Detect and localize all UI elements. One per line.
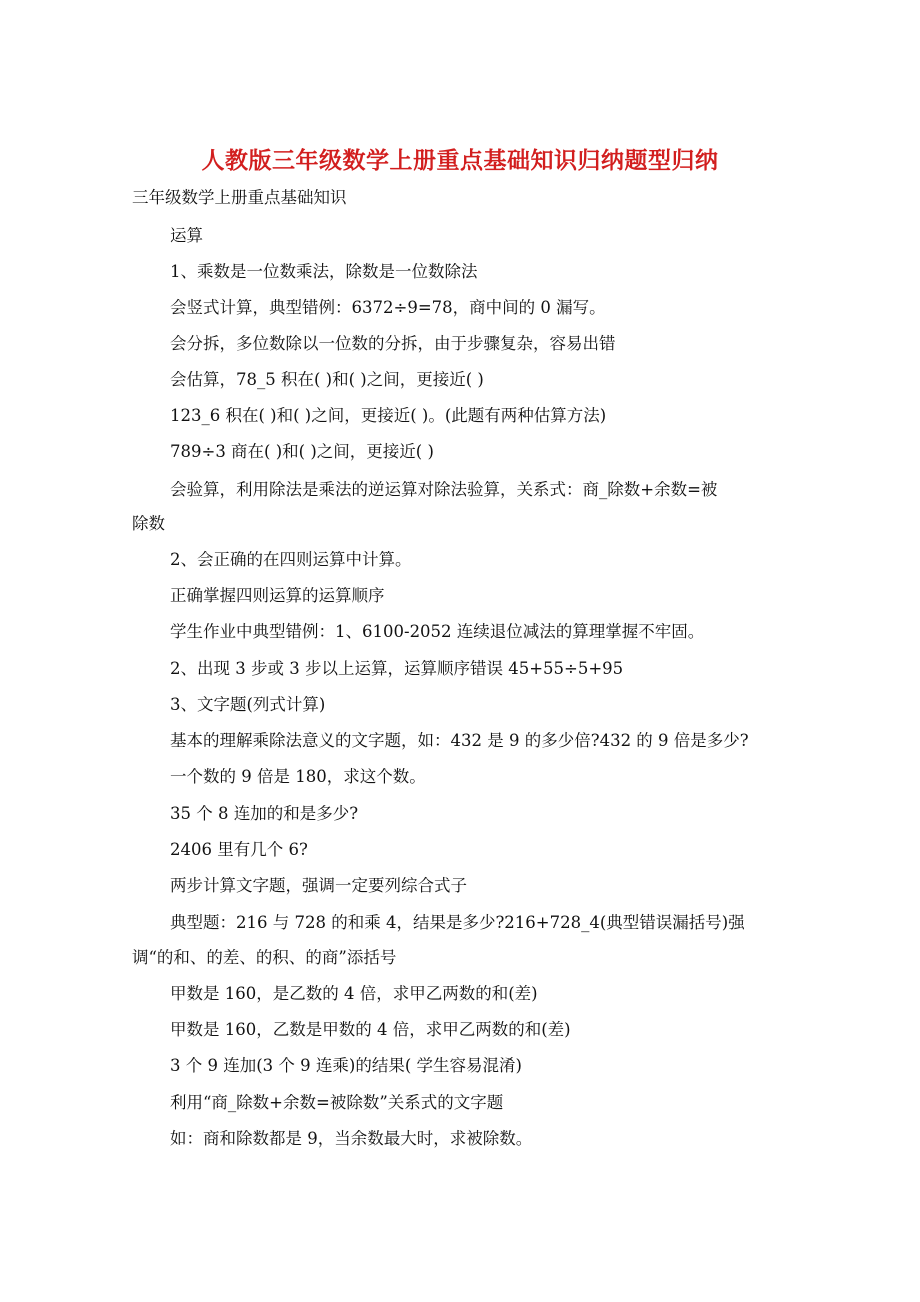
body-line: 调“的和、的差、的积、的商”添括号	[132, 948, 397, 967]
body-line: 会分拆，多位数除以一位数的分拆，由于步骤复杂，容易出错	[170, 334, 616, 353]
body-line: 会估算，78_5 积在( )和( )之间，更接近( )	[170, 370, 484, 389]
body-line: 两步计算文字题，强调一定要列综合式子	[170, 876, 467, 895]
body-line: 如：商和除数都是 9，当余数最大时，求被除数。	[170, 1129, 533, 1148]
body-line: 甲数是 160，乙数是甲数的 4 倍，求甲乙两数的和(差)	[170, 1020, 571, 1039]
body-line: 1、乘数是一位数乘法，除数是一位数除法	[170, 262, 478, 281]
body-line: 基本的理解乘除法意义的文字题，如：432 是 9 的多少倍?432 的 9 倍是多少?	[170, 731, 749, 750]
body-line: 一个数的 9 倍是 180，求这个数。	[170, 767, 426, 786]
body-line: 甲数是 160，是乙数的 4 倍，求甲乙两数的和(差)	[170, 984, 538, 1003]
body-line: 789÷3 商在( )和( )之间，更接近( )	[170, 442, 434, 461]
body-line: 典型题：216 与 728 的和乘 4，结果是多少?216+728_4(典型错误漏括号)强	[170, 913, 745, 932]
body-line: 3 个 9 连加(3 个 9 连乘)的结果( 学生容易混淆)	[170, 1056, 522, 1075]
body-line: 除数	[132, 514, 165, 533]
body-line: 会竖式计算，典型错例：6372÷9=78，商中间的 0 漏写。	[170, 298, 606, 317]
document-subtitle: 三年级数学上册重点基础知识	[132, 188, 347, 207]
body-line: 利用“商_除数+余数=被除数”关系式的文字题	[170, 1093, 504, 1112]
body-line: 正确掌握四则运算的运算顺序	[170, 586, 385, 605]
body-line: 2406 里有几个 6?	[170, 840, 308, 859]
body-line: 运算	[170, 226, 203, 245]
document-title: 人教版三年级数学上册重点基础知识归纳题型归纳	[201, 147, 719, 174]
body-line: 35 个 8 连加的和是多少?	[170, 804, 359, 823]
body-line: 2、出现 3 步或 3 步以上运算，运算顺序错误 45+55÷5+95	[170, 659, 624, 678]
body-line: 学生作业中典型错例：1、6100-2052 连续退位减法的算理掌握不牢固。	[170, 622, 705, 641]
body-line: 123_6 积在( )和( )之间，更接近( )。(此题有两种估算方法)	[170, 406, 607, 425]
body-line: 会验算，利用除法是乘法的逆运算对除法验算，关系式：商_除数+余数=被	[170, 480, 718, 499]
body-line: 3、文字题(列式计算)	[170, 695, 326, 714]
body-line: 2、会正确的在四则运算中计算。	[170, 550, 412, 569]
